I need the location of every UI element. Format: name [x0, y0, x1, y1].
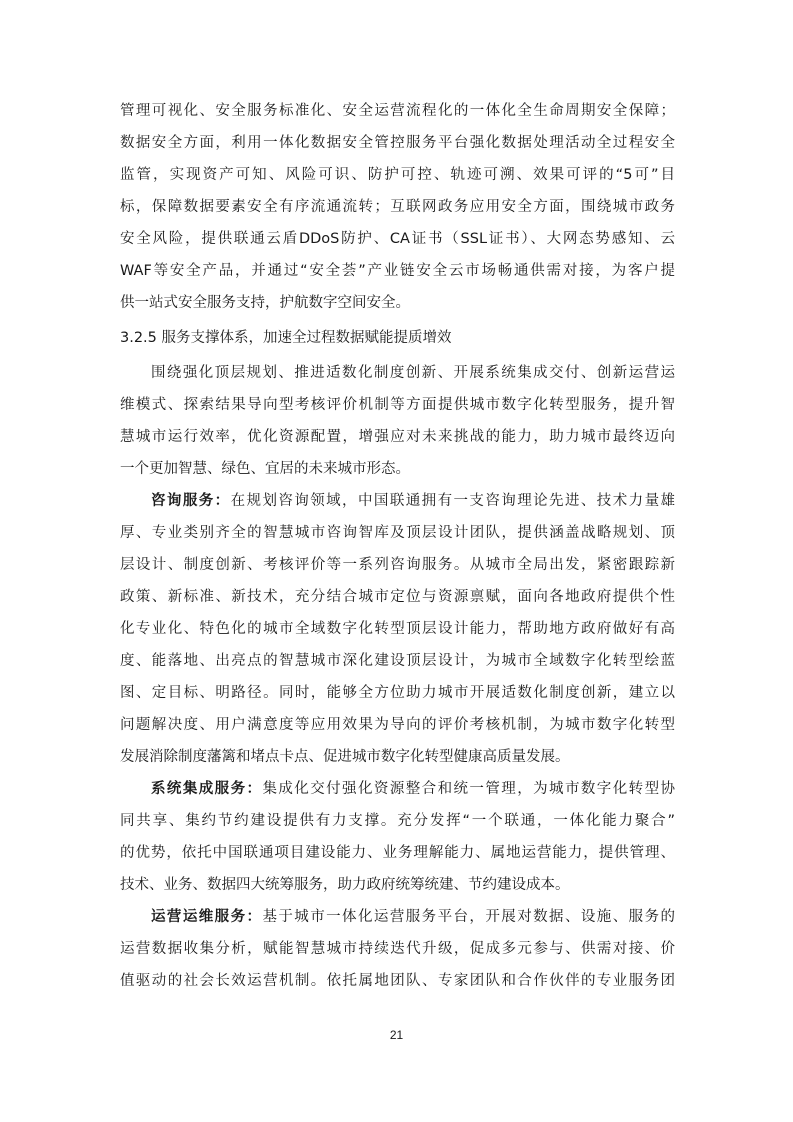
consulting-text: 在规划咨询领域，中国联通拥有一支咨询理论先进、技术力量雄 — [230, 493, 675, 509]
consulting-first-line — [151, 491, 675, 511]
paragraph-line: 供一站式安全服务支持，护航数字空间安全。 — [120, 295, 410, 311]
paragraph-line: 技术、业务、数据四大统筹服务，助力政府统筹统建、节约建设成本。 — [120, 877, 570, 893]
operations-text: 基于城市一体化运营服务平台，开展对数据、设施、服务的 — [262, 909, 675, 925]
paragraph-line: 维模式、探索结果导向型考核评价机制等方面提供城市数字化转型服务，提升智 — [120, 397, 675, 413]
paragraph-line: 化专业化、特色化的城市全域数字化转型顶层设计能力，帮助地方政府做好有高 — [120, 621, 675, 637]
paragraph-line: 慧城市运行效率，优化资源配置，增强应对未来挑战的能力，助力城市最终迈向 — [120, 429, 675, 445]
system-integration-label: 系统集成服务： — [151, 781, 263, 797]
page-number: 21 — [389, 1028, 404, 1042]
operations-label: 运营运维服务： — [151, 909, 263, 925]
paragraph-line: 同共享、集约节约建设提供有力支撑。充分发挥“一个联通，一体化能力聚合” — [120, 813, 675, 829]
operations-first-line — [151, 907, 675, 927]
paragraph-line: 厚、专业类别齐全的智慧城市咨询智库及顶层设计团队，提供涵盖战略规划、顶 — [120, 525, 675, 541]
paragraph-line: 值驱动的社会长效运营机制。依托属地团队、专家团队和合作伙伴的专业服务团 — [120, 973, 675, 989]
paragraph-line: 图、定目标、明路径。同时，能够全方位助力城市开展适数化制度创新，建立以 — [120, 685, 675, 701]
paragraph-line: 政策、新标准、新技术，充分结合城市定位与资源禀赋，面向各地政府提供个性 — [120, 589, 675, 605]
paragraph-line: 管理可视化、安全服务标准化、安全运营流程化的一体化全生命周期安全保障； — [120, 103, 675, 119]
paragraph-line: 层设计、制度创新、考核评价等一系列咨询服务。从城市全局出发，紧密跟踪新 — [120, 557, 675, 573]
paragraph-line: 问题解决度、用户满意度等应用效果为导向的评价考核机制，为城市数字化转型 — [120, 717, 675, 733]
section-heading: 3.2.5 服务支撑体系，加速全过程数据赋能提质增效 — [120, 330, 452, 346]
paragraph-line: 安全风险，提供联通云盾DDoS防护、CA证书（SSL证书）、大网态势感知、云 — [120, 231, 675, 247]
paragraph-line: WAF等安全产品，并通过“安全荟”产业链安全云市场畅通供需对接，为客户提 — [120, 263, 675, 279]
system-integration-first-line — [151, 779, 675, 799]
paragraph-line: 标，保障数据要素安全有序流通流转；互联网政务应用安全方面，围绕城市政务 — [120, 199, 675, 215]
paragraph-line: 的优势，依托中国联通项目建设能力、业务理解能力、属地运营能力，提供管理、 — [120, 845, 675, 861]
paragraph-line: 监管，实现资产可知、风险可识、防护可控、轨迹可溯、效果可评的“5可”目 — [120, 167, 675, 183]
paragraph-line: 发展消除制度藩篱和堵点卡点、促进城市数字化转型健康高质量发展。 — [120, 749, 570, 765]
paragraph-line: 度、能落地、出亮点的智慧城市深化建设顶层设计，为城市全域数字化转型绘蓝 — [120, 653, 675, 669]
paragraph-line: 数据安全方面，利用一体化数据安全管控服务平台强化数据处理活动全过程安全 — [120, 135, 675, 151]
paragraph-line: 围绕强化顶层规划、推进适数化制度创新、开展系统集成交付、创新运营运 — [151, 365, 675, 381]
paragraph-line: 运营数据收集分析，赋能智慧城市持续迭代升级，促成多元参与、供需对接、价 — [120, 941, 675, 957]
consulting-label: 咨询服务： — [151, 493, 231, 509]
system-integration-text: 集成化交付强化资源整合和统一管理，为城市数字化转型协 — [262, 781, 675, 797]
paragraph-line: 一个更加智慧、绿色、宜居的未来城市形态。 — [120, 461, 410, 477]
